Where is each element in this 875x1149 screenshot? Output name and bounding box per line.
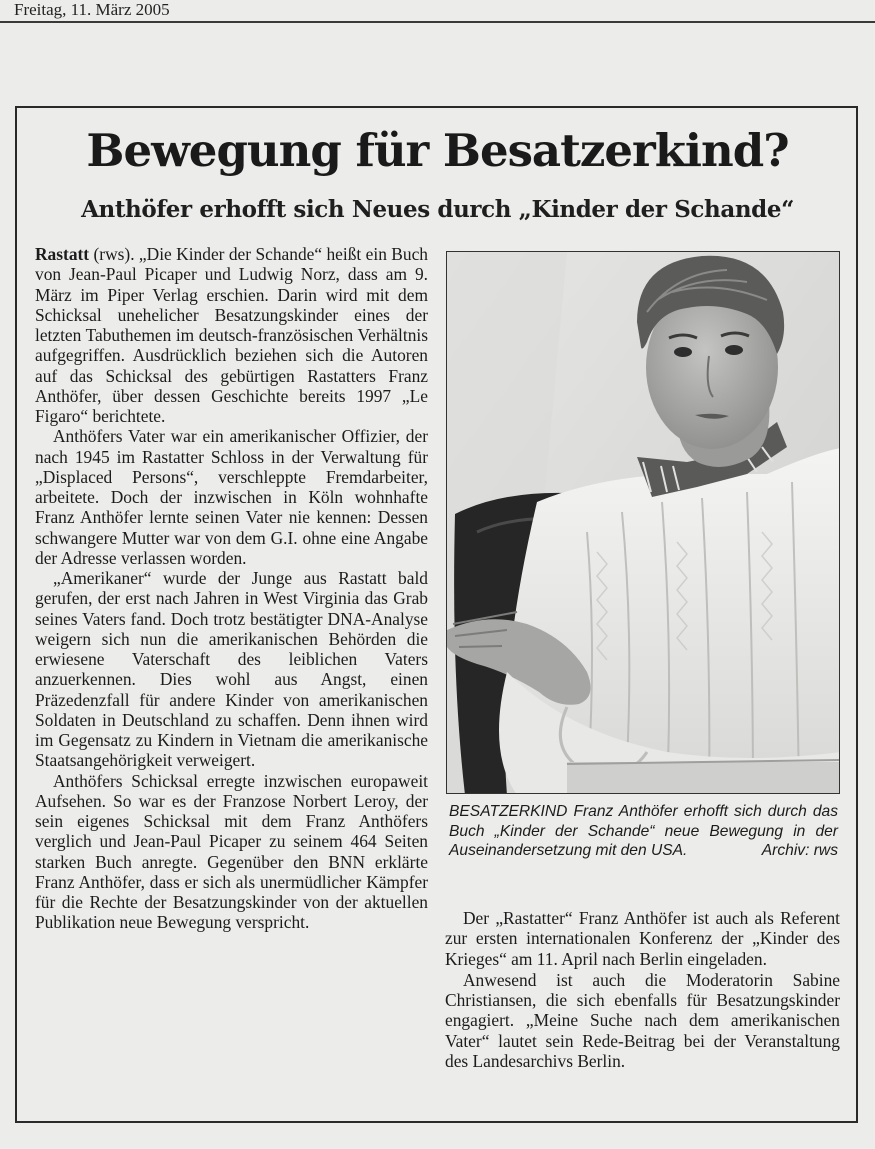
article-paragraph-text: (rws). „Die Kinder der Schande“ heißt ein Buch von Jean-Paul Picaper und Ludwig Norz, dass am 9. März im Piper Verlag erschien. Darin wird mit dem Schicksal unehelicher Besatzungskinder eines der letzten Tabuthemen im deutsch-französischen Verhältnis aufgegriffen. Ausdrücklich beziehen sich die Autoren auf das Schicksal des gebürtigen Rastatters Franz Anthöfer, über dessen Geschichte bereits 1997 „Le Figaro“ berichtete. <box>35 244 428 426</box>
article-paragraph: Der „Rastatter“ Franz Anthöfer ist auch als Referent zur ersten internationalen Konferenz der „Kinder des Krieges“ am 11. April nach Berlin eingeladen. <box>445 908 840 969</box>
article-body-left <box>35 244 428 933</box>
photo-credit: Archiv: rws <box>761 842 838 859</box>
article-paragraph: Anwesend ist auch die Moderatorin Sabine Christiansen, die sich ebenfalls für Besatzungskinder engagiert. „Meine Suche nach dem amerikanischen Vater“ lautet sein Rede-Beitrag bei der Veranstaltung des Landesarchivs Berlin. <box>445 969 840 1071</box>
photo-caption <box>449 802 838 861</box>
article-paragraph: Anthöfers Vater war ein amerikanischer Offizier, der nach 1945 im Rastatter Schloss in der Verwaltung für „Displaced Persons“, verschleppte Fremdarbeiter, arbeitete. Doch der inzwischen in Köln wohnhafte Franz Anthöfer lernte seinen Vater nie kennen: Dessen schwangere Mutter war von dem G.I. ohne eine Angabe der Adresse verlassen worden. <box>35 426 428 568</box>
page-date: Freitag, 11. März 2005 <box>14 0 170 19</box>
article-paragraph <box>35 244 428 426</box>
article-paragraph: „Amerikaner“ wurde der Junge aus Rastatt bald gerufen, der erst nach Jahren in West Virginia das Grab seines Vaters fand. Doch trotz bestätigter DNA-Analyse weigern sich nun die amerikanischen Behörden die erwiesene Vaterschaft des leiblichen Vaters anzuerkennen. Dies wohl aus Angst, einen Präzedenzfall für andere Kinder von amerikanischen Soldaten in Deutschland zu schaffen. Denn ihnen wird im Gegensatz zu Kindern in Vietnam die amerikanische Staatsangehörigkeit verweigert. <box>35 568 428 771</box>
header-rule <box>0 21 875 23</box>
portrait-photo <box>446 251 840 794</box>
article-paragraph: Anthöfers Schicksal erregte inzwischen europaweit Aufsehen. So war es der Franzose Norbert Leroy, der sein eigenes Schicksal mit dem Franz Anthöfers verglich und Jean-Paul Picaper zu seinem 464 Seiten starken Buch anregte. Gegenüber den BNN erklärte Franz Anthöfer, dass er sich als unermüdlicher Kämpfer für die Rechte der Besatzungskinder von der aktuellen Publikation neue Bewegung verspricht. <box>35 770 428 933</box>
article-subhead: Anthöfer erhofft sich Neues durch „Kinder der Schande“ <box>81 196 794 223</box>
article-headline: Bewegung für Besatzerkind? <box>86 124 789 177</box>
article-body-right <box>445 908 840 1071</box>
caption-lead: BESATZERKIND <box>449 803 568 820</box>
article-place: Rastatt <box>35 244 90 264</box>
caption-text: Franz Anthöfer erhofft sich durch das Buch „Kinder der Schande“ neue Bewegung in der Auseinandersetzung mit den USA. <box>449 803 838 859</box>
portrait-illustration <box>447 252 840 794</box>
